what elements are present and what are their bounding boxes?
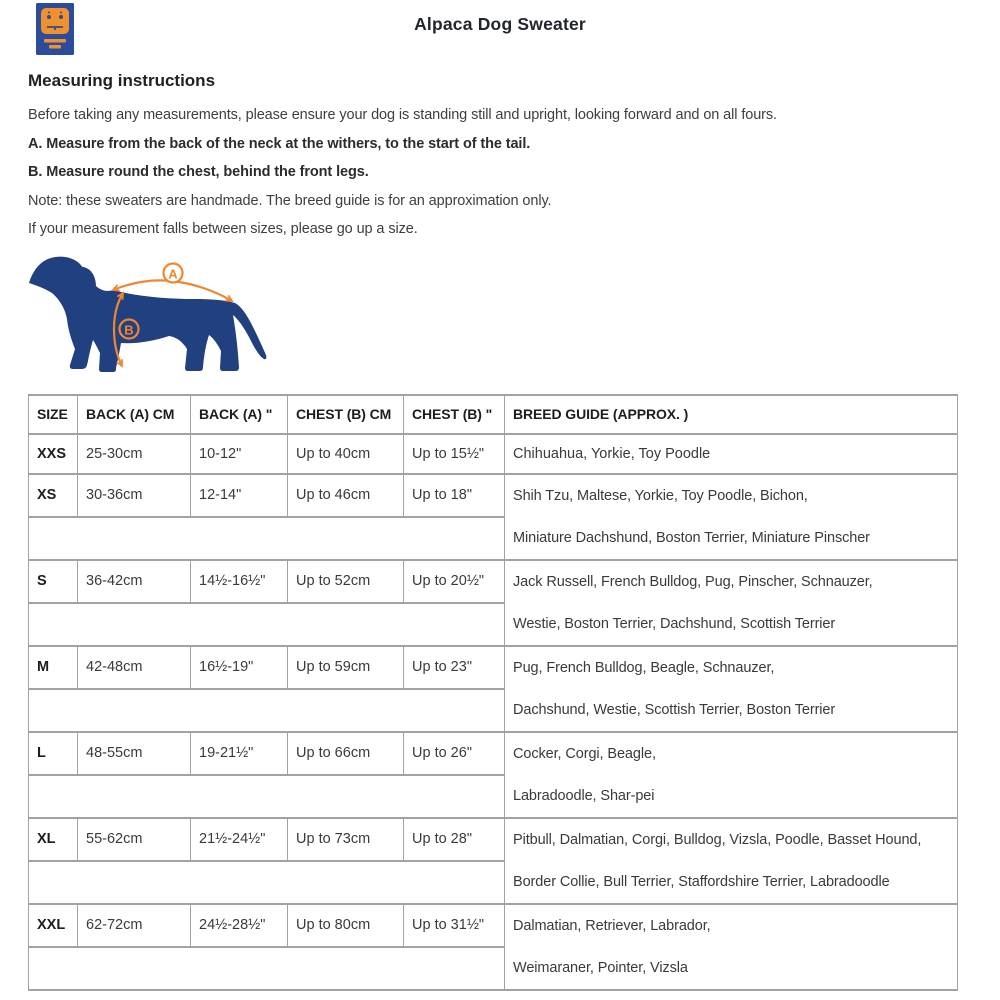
back-cm-cell: 25-30cm (78, 434, 191, 474)
column-header-chest-in: CHEST (B) " (404, 395, 505, 434)
instruction-tip: If your measurement falls between sizes, please go up a size. (28, 221, 418, 237)
size-cell: S (29, 560, 78, 603)
chest-cm-cell: Up to 59cm (288, 646, 404, 689)
breed-line: Cocker, Corgi, Beagle, (513, 745, 656, 762)
logo-text-line-1 (44, 39, 66, 43)
chest-in-cell: Up to 18" (404, 474, 505, 517)
logo-brow-right (60, 12, 62, 14)
column-header-size: SIZE (29, 395, 78, 434)
chest-cm-cell: Up to 46cm (288, 474, 404, 517)
breed-line: Pitbull, Dalmatian, Corgi, Bulldog, Vizsla, Poodle, Basset Hound, (513, 831, 922, 848)
chest-in-cell: Up to 20½" (404, 560, 505, 603)
logo-eye-right (59, 15, 63, 19)
back-in-cell: 16½-19" (191, 646, 288, 689)
spacer-cell (29, 517, 505, 560)
breed-line: Shih Tzu, Maltese, Yorkie, Toy Poodle, Bichon, (513, 487, 808, 504)
spacer-cell (29, 603, 505, 646)
breed-guide-cell (505, 732, 958, 818)
back-cm-cell: 36-42cm (78, 560, 191, 603)
back-cm-cell: 30-36cm (78, 474, 191, 517)
back-in-cell: 21½-24½" (191, 818, 288, 861)
brand-logo-icon (36, 3, 74, 60)
dog-ear (70, 266, 96, 312)
size-cell: XL (29, 818, 78, 861)
breed-guide-cell (505, 904, 958, 990)
size-cell: XXS (29, 434, 78, 474)
chest-cm-cell: Up to 66cm (288, 732, 404, 775)
size-row-l (29, 732, 958, 775)
breed-guide-cell: Chihuahua, Yorkie, Toy Poodle (505, 434, 958, 474)
breed-line: Weimaraner, Pointer, Vizsla (513, 959, 688, 976)
chest-cm-cell: Up to 52cm (288, 560, 404, 603)
breed-line: Border Collie, Bull Terrier, Staffordshire Terrier, Labradoodle (513, 873, 890, 890)
back-cm-cell: 48-55cm (78, 732, 191, 775)
page-title: Alpaca Dog Sweater (414, 14, 586, 34)
label-b: B (124, 322, 134, 337)
back-in-cell: 19-21½" (191, 732, 288, 775)
spacer-cell (29, 775, 505, 818)
label-a: A (168, 266, 178, 281)
chest-cm-cell: Up to 73cm (288, 818, 404, 861)
main-content (28, 71, 980, 991)
column-header-breed-guide: BREED GUIDE (APPROX. ) (505, 395, 958, 434)
back-cm-cell: 42-48cm (78, 646, 191, 689)
chest-in-cell: Up to 15½" (404, 434, 505, 474)
chest-in-cell: Up to 23" (404, 646, 505, 689)
size-cell: L (29, 732, 78, 775)
spacer-cell (29, 947, 505, 990)
size-row-s (29, 560, 958, 603)
size-cell: M (29, 646, 78, 689)
breed-line: Jack Russell, French Bulldog, Pug, Pinscher, Schnauzer, (513, 573, 873, 590)
size-cell: XXL (29, 904, 78, 947)
logo-brow-left (48, 12, 50, 14)
size-row-xl (29, 818, 958, 861)
breed-line: Labradoodle, Shar-pei (513, 787, 655, 804)
instruction-step-a: A. Measure from the back of the neck at the withers, to the start of the tail. (28, 135, 531, 152)
logo-face (41, 8, 69, 34)
back-in-cell: 24½-28½" (191, 904, 288, 947)
chest-in-cell: Up to 31½" (404, 904, 505, 947)
breed-guide-cell (505, 474, 958, 560)
breed-line: Dalmatian, Retriever, Labrador, (513, 917, 711, 934)
column-header-back-in: BACK (A) " (191, 395, 288, 434)
spacer-cell (29, 861, 505, 904)
chest-in-cell: Up to 26" (404, 732, 505, 775)
measuring-instructions-heading: Measuring instructions (28, 71, 216, 90)
back-in-cell: 10-12" (191, 434, 288, 474)
breed-guide-cell (505, 646, 958, 732)
chest-cm-cell: Up to 40cm (288, 434, 404, 474)
logo-text-line-2 (49, 45, 61, 49)
size-row-xxs (29, 434, 958, 474)
breed-line: Dachshund, Westie, Scottish Terrier, Boston Terrier (513, 701, 836, 718)
size-cell: XS (29, 474, 78, 517)
back-in-cell: 14½-16½" (191, 560, 288, 603)
instruction-step-b: B. Measure round the chest, behind the front legs. (28, 164, 369, 180)
breed-guide-cell (505, 818, 958, 904)
spacer-cell (29, 689, 505, 732)
size-chart-table (28, 394, 958, 991)
column-header-chest-cm: CHEST (B) CM (288, 395, 404, 434)
instruction-note: Note: these sweaters are handmade. The breed guide is for an approximation only. (28, 192, 552, 209)
size-row-xxl (29, 904, 958, 947)
chest-cm-cell: Up to 80cm (288, 904, 404, 947)
size-row-m (29, 646, 958, 689)
breed-line: Pug, French Bulldog, Beagle, Schnauzer, (513, 659, 775, 676)
instruction-intro: Before taking any measurements, please ensure your dog is standing still and upright, looking forward and on all fours. (28, 107, 777, 123)
chest-in-cell: Up to 28" (404, 818, 505, 861)
back-cm-cell: 55-62cm (78, 818, 191, 861)
column-header-back-cm: BACK (A) CM (78, 395, 191, 434)
breed-line: Westie, Boston Terrier, Dachshund, Scottish Terrier (513, 615, 836, 632)
size-row-xs (29, 474, 958, 517)
breed-line: Miniature Dachshund, Boston Terrier, Miniature Pinscher (513, 529, 870, 546)
logo-eye-left (47, 15, 51, 19)
breed-guide-cell (505, 560, 958, 646)
back-in-cell: 12-14" (191, 474, 288, 517)
header-row (29, 395, 958, 434)
dog-measurement-diagram (25, 251, 273, 381)
back-cm-cell: 62-72cm (78, 904, 191, 947)
dog-silhouette (29, 256, 266, 371)
